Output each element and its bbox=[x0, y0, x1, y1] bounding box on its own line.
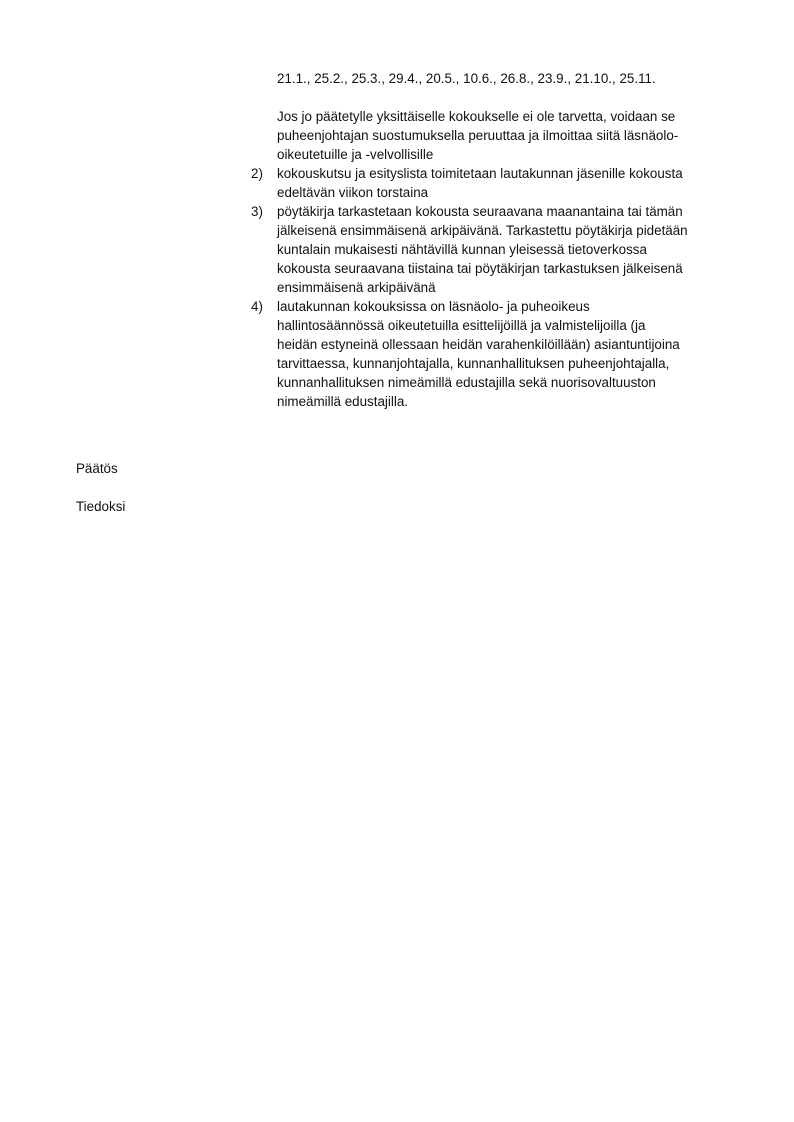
list-item-number: 3) bbox=[251, 204, 263, 219]
list-item-line: kokouskutsu ja esityslista toimitetaan lautakunnan jäsenille kokousta bbox=[277, 166, 683, 181]
cancellation-note-line: oikeutetuille ja -velvollisille bbox=[277, 147, 434, 162]
list-item-line: ensimmäisenä arkipäivänä bbox=[277, 280, 436, 295]
paragraph-spacer bbox=[277, 88, 737, 107]
list-item-number: 4) bbox=[251, 299, 263, 314]
document-body bbox=[251, 69, 737, 411]
list-item-line: kunnanhallituksen nimeämillä edustajilla sekä nuorisovaltuuston bbox=[277, 375, 656, 390]
cancellation-note-line: puheenjohtajan suostumuksella peruuttaa ja ilmoittaa siitä läsnäolo- bbox=[277, 128, 679, 143]
list-item-2 bbox=[251, 164, 737, 202]
list-item-number: 2) bbox=[251, 166, 263, 181]
list-item-line: heidän estyneinä ollessaan heidän varahenkilöillään) asiantuntijoina bbox=[277, 337, 680, 352]
decision-heading: Päätös bbox=[76, 461, 118, 476]
list-item-line: pöytäkirja tarkastetaan kokousta seuraavana maanantaina tai tämän bbox=[277, 204, 683, 219]
list-item-line: kokousta seuraavana tiistaina tai pöytäkirjan tarkastuksen jälkeisenä bbox=[277, 261, 683, 276]
list-item-line: lautakunnan kokouksissa on läsnäolo- ja puheoikeus bbox=[277, 299, 590, 314]
list-item-line: hallintosäännössä oikeutetuilla esittelijöillä ja valmistelijoilla (ja bbox=[277, 318, 646, 333]
list-item-4 bbox=[251, 297, 737, 411]
for-information-heading: Tiedoksi bbox=[76, 499, 126, 514]
cancellation-note-line: Jos jo päätetylle yksittäiselle kokoukselle ei ole tarvetta, voidaan se bbox=[277, 109, 676, 124]
list-item-line: nimeämillä edustajilla. bbox=[277, 394, 408, 409]
cancellation-note bbox=[277, 107, 737, 164]
meeting-dates-line: 21.1., 25.2., 25.3., 29.4., 20.5., 10.6., 26.8., 23.9., 21.10., 25.11. bbox=[277, 71, 656, 86]
list-item-line: tarvittaessa, kunnanjohtajalla, kunnanhallituksen puheenjohtajalla, bbox=[277, 356, 670, 371]
list-item-3 bbox=[251, 202, 737, 297]
list-item-line: jälkeisenä ensimmäisenä arkipäivänä. Tarkastettu pöytäkirja pidetään bbox=[277, 223, 688, 238]
list-item-line: edeltävän viikon torstaina bbox=[277, 185, 429, 200]
list-item-line: kuntalain mukaisesti nähtävillä kunnan yleisessä tietoverkossa bbox=[277, 242, 647, 257]
